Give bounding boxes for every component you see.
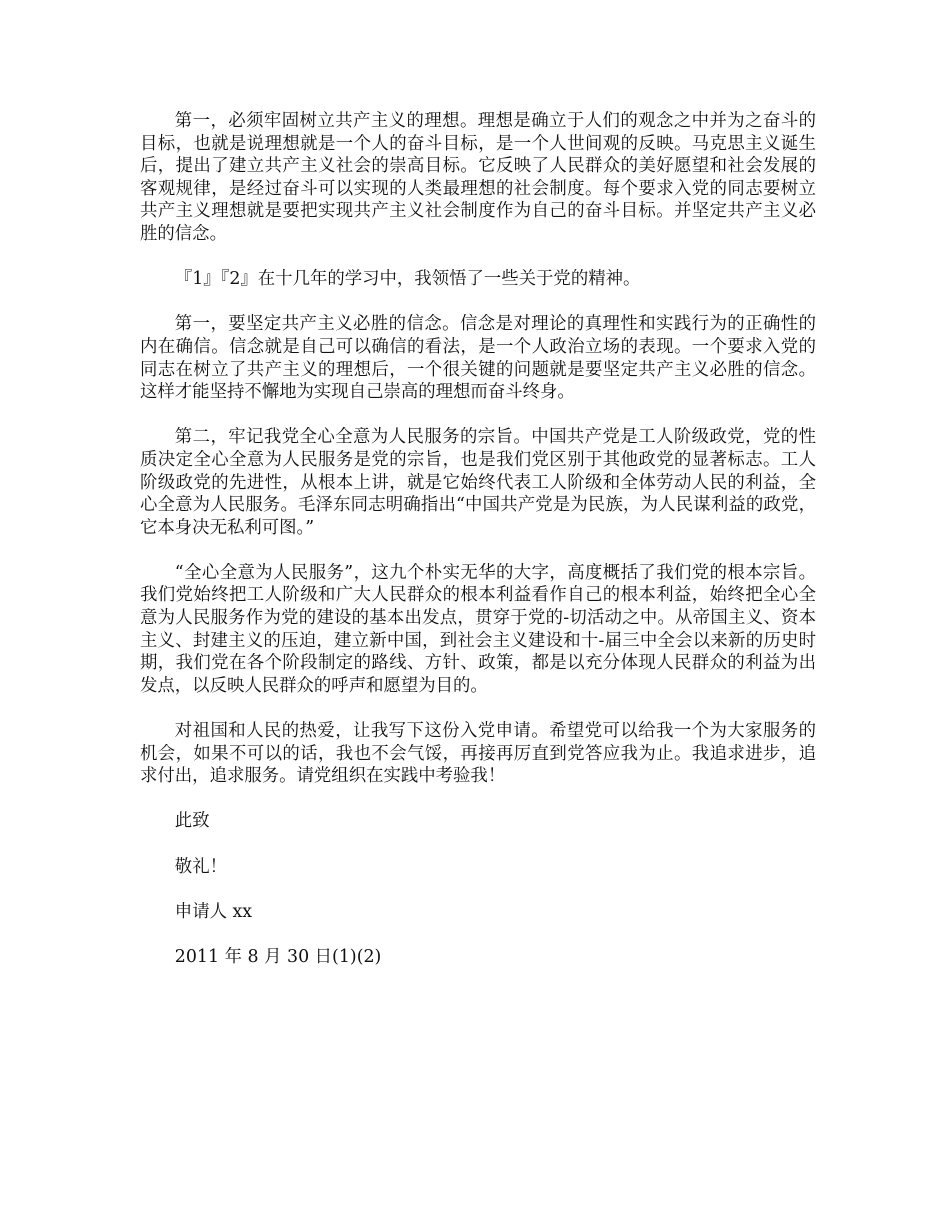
paragraph-ideal: 第一，必须牢固树立共产主义的理想。理想是确立于人们的观念之中并为之奋斗的目标，也就是说理想就是一个人的奋斗目标，是一个人世间观的反映。马克思主义诞生后，提出了建立共产主义社会的崇高目标。它反映了人民群众的美好愿望和社会发展的客观规律，是经过奋斗可以实现的人类最理想的社会制度。每个要求入党的同志要树立共产主义理想就是要把实现共产主义社会制度作为自己的奋斗目标。并坚定共产主义必胜的信念。 (140, 111, 816, 244)
application-date: 2011 年 8 月 30 日(1)(2) (174, 946, 382, 967)
closing-salutation: 此致 (174, 811, 210, 832)
paragraph-belief: 第一，要坚定共产主义必胜的信念。信念是对理论的真理性和实践行为的正确性的内在确信。信念就是自己可以确信的看法，是一个人政治立场的表现。一个要求入党的同志在树立了共产主义的理想后，一个很关键的问题就是要坚定共产主义必胜的信念。这样才能坚持不懈地为实现自己崇高的理想而奋斗终身。 (140, 314, 816, 403)
paragraph-purpose: 第二，牢记我党全心全意为人民服务的宗旨。中国共产党是工人阶级政党，党的性质决定全心全意为人民服务是党的宗旨，也是我们党区别于其他政党的显著标志。工人阶级政党的先进性，从根本上讲，就是它始终代表工人阶级和全体劳动人民的利益，全心全意为人民服务。毛泽东同志明确指出“中国共产党是为民族，为人民谋利益的政党，它本身决无私利可图。” (140, 427, 816, 538)
paragraph-serve-people: “全心全意为人民服务”，这九个朴实无华的大字，高度概括了我们党的根本宗旨。我们党始终把工人阶级和广大人民群众的根本利益看作自己的根本利益，始终把全心全意为人民服务作为党的建设的基本出发点，贯穿于党的-切活动之中。从帝国主义、资本主义、封建主义的压迫，建立新中国，到社会主义建设和十-届三中全会以来新的历史时期，我们党在各个阶段制定的路线、方针、政策，都是以充分体现人民群众的利益为出发点，以反映人民群众的呼声和愿望为目的。 (140, 562, 816, 696)
paragraph-application: 对祖国和人民的热爱，让我写下这份入党申请。希望党可以给我一个为大家服务的机会，如果不可以的话，我也不会气馁，再接再厉直到党答应我为止。我追求进步，追求付出，追求服务。请党组织在实践中考验我！ (140, 721, 816, 787)
applicant-signature: 申请人 xx (174, 901, 253, 922)
document-body (140, 110, 816, 991)
closing-respect: 敬礼！ (174, 856, 227, 877)
paragraph-intro: 『1』『2』在十几年的学习中，我领悟了一些关于党的精神。 (174, 269, 641, 290)
